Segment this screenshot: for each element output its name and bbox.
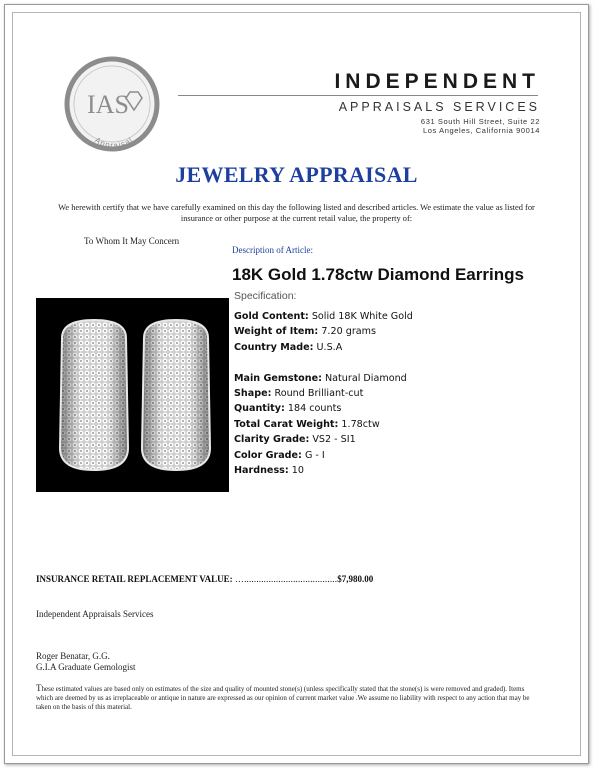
spec-spacer — [234, 355, 413, 370]
logo-arc-text: Appraisal — [93, 135, 135, 151]
logo-monogram: IAS — [87, 90, 129, 119]
article-title: 18K Gold 1.78ctw Diamond Earrings — [232, 265, 524, 284]
specification-label: Specification: — [234, 290, 297, 302]
header-divider — [178, 95, 538, 96]
certification-intro: We herewith certify that we have carefully examined on this day the following listed and described articles. We estimate the value as listed for insurance or other purpose at the current retail value, the property of: — [58, 203, 535, 223]
left-earring — [60, 320, 128, 470]
spec-main-gemstone: Main Gemstone: Natural Diamond — [234, 372, 407, 384]
disclaimer-initial: T — [36, 683, 42, 693]
signer-title: G.I.A Graduate Gemologist — [36, 662, 136, 672]
spec-weight: Weight of Item: 7.20 grams — [234, 326, 376, 338]
recipient: To Whom It May Concern — [84, 236, 180, 246]
signature-company: Independent Appraisals Services — [36, 609, 154, 619]
disclaimer — [36, 684, 541, 711]
spec-gold-content: Gold Content: Solid 18K White Gold — [234, 311, 413, 322]
spec-country: Country Made: U.S.A — [234, 341, 343, 353]
description-label: Description of Article: — [232, 245, 313, 255]
insurance-value-line — [36, 574, 373, 584]
insurance-value: $7,980.00 — [337, 574, 374, 584]
right-earring — [142, 320, 210, 470]
spec-hardness: Hardness: 10 — [234, 465, 304, 477]
ias-diamond-seal-icon — [64, 56, 160, 152]
specification-list — [234, 309, 413, 478]
insurance-label: INSURANCE RETAIL REPLACEMENT VALUE: — [36, 574, 233, 584]
document-title: JEWELRY APPRAISAL — [175, 162, 418, 187]
disclaimer-text: hese estimated values are based only on estimates of the size and quality of mounted stone(s) (unless specifically stated that the stone(s) is were removed and graded). Items which are deemed by us as irreplaceable or antique in nature are expressed as our opinion of current market value .We assume no liability with respect to any action that may be taken on the basis of this material. — [36, 685, 530, 711]
company-name: INDEPENDENT — [334, 70, 540, 93]
company-subtitle: APPRAISALS SERVICES — [338, 100, 540, 114]
spec-clarity: Clarity Grade: VS2 - SI1 — [234, 434, 356, 446]
earrings-photo — [36, 298, 229, 492]
spec-shape: Shape: Round Brilliant-cut — [234, 388, 364, 400]
address-line-1: 631 South Hill Street, Suite 22 — [420, 117, 540, 126]
signer-name: Roger Benatar, G.G. — [36, 651, 110, 661]
address-line-2: Los Angeles, California 90014 — [422, 126, 540, 135]
spec-color: Color Grade: G - I — [234, 449, 325, 461]
spec-total-carat: Total Carat Weight: 1.78ctw — [234, 418, 380, 430]
spec-quantity: Quantity: 184 counts — [234, 403, 342, 415]
insurance-dots: …...................................... — [234, 574, 338, 584]
